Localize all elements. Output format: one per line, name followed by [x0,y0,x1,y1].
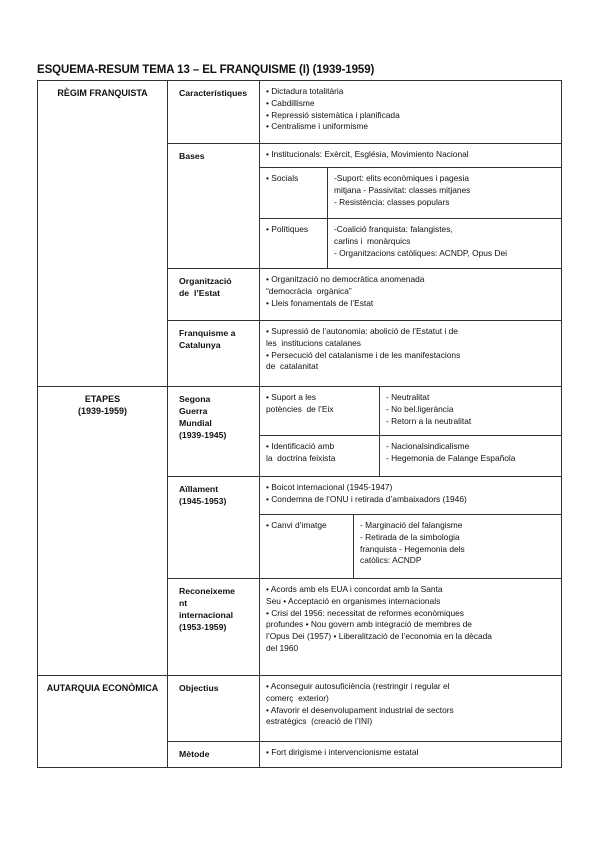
label-line: Aïllament [179,484,219,494]
content-line: franquista - Hegemonia dels [360,543,465,554]
section-regim-franquista [38,81,561,387]
politiques-line: -Coalició franquista: falangistes, [334,224,453,234]
content-line: • Aconseguir autosuficiència (restringir i regular el [266,681,450,691]
content-line: - Marginació del falangisme [360,520,463,530]
content-line: comerç exterior) [266,692,329,703]
row-label-objectius: Objectius [168,676,260,741]
label-line: Franquisme a [179,328,236,338]
label-line: Reconeixeme [179,586,236,596]
list-item: • Dictadura totalitària [266,86,344,96]
aillament-canvi-imatge [260,515,561,578]
institucionals-text: • Institucionals: Exèrcit, Església, Movimiento Nacional [266,149,469,159]
aillament-content [260,477,561,578]
politiques-label: • Polítiques [260,219,328,269]
row-segona-guerra [168,387,561,477]
content-line: - Nacionalsindicalisme [386,441,470,451]
socials-details [328,168,476,218]
row-label-catalunya [168,321,260,386]
content-line: • Organització no democràtica anomenada [266,274,425,284]
row-label-reconeixement [168,579,260,675]
objectius-content [260,676,561,741]
row-caracteristiques [168,81,561,144]
identificacio-feixista [260,436,561,476]
label-line: internacional [179,610,234,620]
content-line: estratègics (creació de l’INI) [266,716,373,727]
content-line: - No bel.ligerància [386,403,454,414]
content-line: “democràcia orgànica” [266,285,352,296]
row-label-metode: Mètode [168,742,260,767]
list-item: • Centralisme i uniformisme [266,121,369,132]
label-line: Mundial [179,418,212,428]
caracteristiques-list [260,81,561,143]
content-line: Seu • Acceptació en organismes internacionals [266,595,441,606]
politiques-line: carlins i monàrquics [334,235,411,246]
list-item: • Cabdillisme [266,97,315,108]
row-organitzacio [168,269,561,321]
content-line: l’Opus Dei (1957) • Liberalització de l’economia en la dècada [266,631,492,642]
content-line: profundes • Nou govern amb integració de membres de [266,619,472,630]
content-line: • Identificació amb [266,441,335,451]
content-line: • Acords amb els EUA i concordat amb la Santa [266,584,443,594]
bases-politiques [260,219,561,269]
content-line: de catalanitat [266,361,319,372]
label-line: Catalunya [179,340,221,350]
content-line: • Afavorir el desenvolupament industrial de sectors [266,704,454,715]
row-label-caracteristiques: Característiques [168,81,260,143]
socials-line: - Resistència: classes populars [334,196,450,207]
label-line: (1939-1959) [77,406,128,416]
socials-line: mitjana - Passivitat: classes mitjanes [334,184,471,195]
politiques-details [328,219,513,269]
bases-socials [260,168,561,219]
label-line: (1939-1945) [179,430,227,440]
content-line: - Neutralitat [386,392,430,402]
section-label-autarquia: AUTARQUIA ECONÒMICA [38,676,168,767]
content-line: • Boicot internacional (1945-1947) [266,482,393,492]
bases-institucionals [260,144,561,168]
row-aillament [168,477,561,579]
label-line: (1953-1959) [179,622,227,632]
catalunya-content [260,321,561,386]
content-line: catòlics: ACNDP [360,555,422,566]
segona-guerra-content [260,387,561,476]
reconeixement-content [260,579,561,675]
content-line: - Retirada de la simbologia [360,531,460,542]
suport-right [380,387,477,435]
aillament-lines [260,477,473,514]
content-line: • Condemna de l’ONU i retirada d’ambaixadors (1946) [266,493,467,504]
label-line: de l’Estat [179,288,221,298]
content-line: • Suport a les [266,392,316,402]
content-line: les institucions catalanes [266,337,361,348]
row-objectius [168,676,561,742]
suport-eix [260,387,561,436]
label-line: (1945-1953) [179,496,227,506]
identificacio-right [380,436,521,476]
label-line: Organització [179,276,232,286]
canvi-right [354,515,471,578]
row-label-bases: Bases [168,144,260,268]
list-item: • Repressió sistemàtica i planificada [266,109,400,120]
content-line: - Hegemonia de Falange Española [386,452,516,463]
row-label-segona-guerra [168,387,260,476]
section-label-regim: RÈGIM FRANQUISTA [38,81,168,386]
identificacio-left [260,436,380,476]
row-bases [168,144,561,269]
content-line: • Supressió de l’autonomia: abolició de l’Estatut i de [266,326,458,336]
content-line: • Crisi del 1956: necessitat de reformes econòmiques [266,607,464,618]
metode-content: • Fort dirigisme i intervencionisme estatal [266,747,419,757]
content-line: • Persecució del catalanisme i de les manifestacions [266,349,461,360]
section-autarquia [38,676,561,768]
content-line: potències de l’Eix [266,403,334,414]
canvi-left: • Canvi d’imatge [260,515,354,578]
label-line: nt [179,598,188,608]
content-line: la doctrina feixista [266,452,336,463]
content-line: • Lleis fonamentals de l’Estat [266,297,374,308]
suport-left [260,387,380,435]
socials-line: -Suport: elits econòmiques i pagesia [334,173,470,183]
row-reconeixement [168,579,561,675]
row-label-aillament [168,477,260,578]
content-line: - Retorn a la neutralitat [386,415,472,426]
summary-table [37,80,562,768]
content-line: del 1960 [266,642,299,653]
row-label-organitzacio [168,269,260,320]
page-title: ESQUEMA-RESUM TEMA 13 – EL FRANQUISME (I) (1939-1959) [37,64,375,76]
section-etapes [38,387,561,676]
row-metode [168,742,561,767]
socials-label: • Socials [260,168,328,218]
label-line: Guerra [179,406,208,416]
organitzacio-content [260,269,561,320]
label-line: ETAPES [84,394,121,404]
row-catalunya [168,321,561,386]
politiques-line: - Organitzacions catòliques: ACNDP, Opus Dei [334,247,508,258]
aillament-boicot [260,477,561,515]
section-label-etapes [38,387,168,675]
bases-content [260,144,561,268]
label-line: Segona [179,394,211,404]
